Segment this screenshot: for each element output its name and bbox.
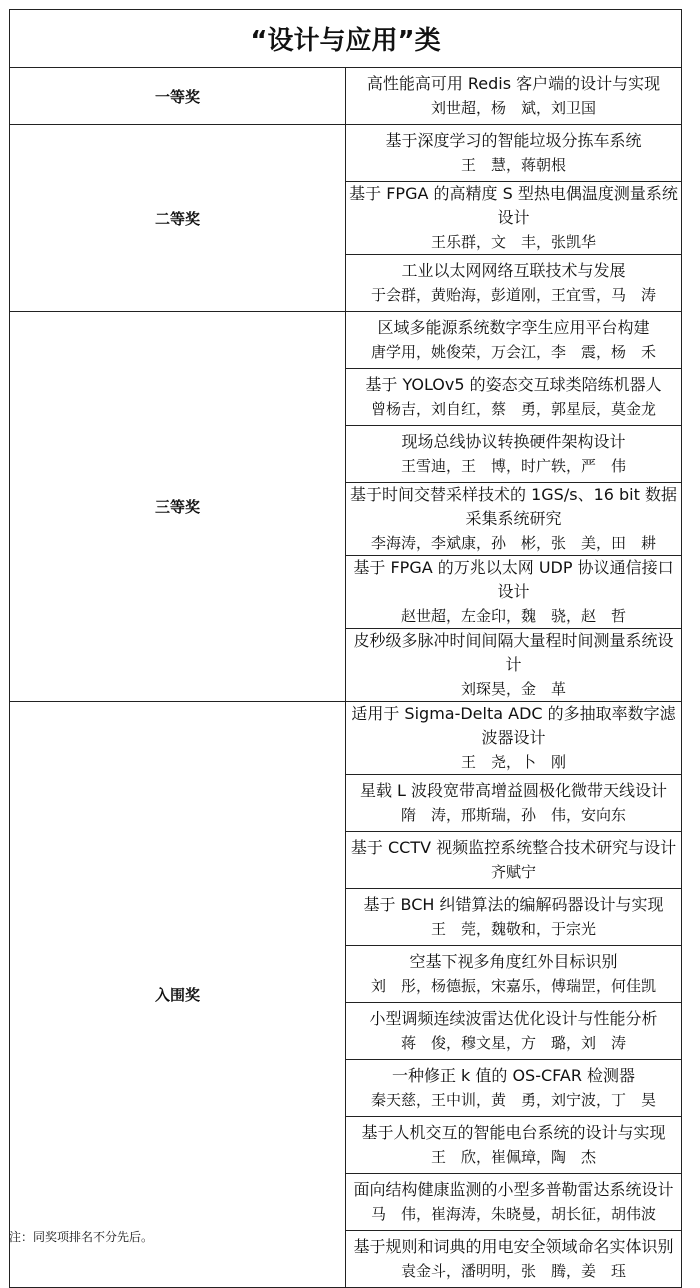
- project-title: 基于 BCH 纠错算法的编解码器设计与实现: [363, 895, 664, 914]
- award-level: 二等奖: [10, 125, 346, 312]
- project-cell: [346, 889, 682, 946]
- project-authors: 王乐群，文 丰，张凯华: [430, 233, 596, 251]
- project-cell: [346, 312, 682, 369]
- project-title: 基于 FPGA 的高精度 S 型热电偶温度测量系统设计: [349, 184, 678, 227]
- project-authors: 秦天慈，王中训，黄 勇，刘宁波，丁 昊: [370, 1091, 656, 1109]
- project-authors: 王 莞，魏敬和，于宗光: [430, 920, 596, 938]
- project-title: 现场总线协议转换硬件架构设计: [401, 432, 626, 451]
- project-authors: 李海涛，李斌康，孙 彬，张 美，田 耕: [370, 534, 656, 552]
- project-authors: 王雪迪，王 博，时广轶，严 伟: [400, 457, 626, 475]
- project-title: 面向结构健康监测的小型多普勒雷达系统设计: [353, 1180, 674, 1199]
- project-title: 基于 YOLOv5 的姿态交互球类陪练机器人: [365, 375, 662, 394]
- page-title: “设计与应用”类: [10, 10, 682, 68]
- project-cell: [346, 1117, 682, 1174]
- project-title: 基于时间交替采样技术的 1GS/s、16 bit 数据采集系统研究: [350, 485, 677, 528]
- project-title: 基于 CCTV 视频监控系统整合技术研究与设计: [350, 838, 677, 857]
- award-level: 入围奖: [10, 702, 346, 1288]
- project-title: 基于 FPGA 的万兆以太网 UDP 协议通信接口设计: [353, 558, 674, 601]
- project-cell: [346, 1003, 682, 1060]
- project-authors: 刘 彤，杨德振，宋嘉乐，傅瑞罡，何佳凯: [370, 977, 656, 995]
- project-authors: 刘世超，杨 斌，刘卫国: [430, 99, 596, 117]
- project-cell: [346, 483, 682, 556]
- project-authors: 刘琛昊，金 革: [460, 680, 566, 698]
- table-row: [10, 312, 682, 369]
- project-title: 基于深度学习的智能垃圾分拣车系统: [385, 131, 642, 150]
- project-authors: 王 慧，蒋朝根: [460, 156, 566, 174]
- project-cell: [346, 775, 682, 832]
- awards-table: [9, 9, 682, 1288]
- project-authors: 王 欣，崔佩璋，陶 杰: [430, 1148, 596, 1166]
- project-title: 适用于 Sigma-Delta ADC 的多抽取率数字滤波器设计: [351, 704, 676, 747]
- project-cell: [346, 369, 682, 426]
- project-cell: [346, 629, 682, 702]
- project-authors: 于会群，黄贻海，彭道刚，王宜雪，马 涛: [370, 286, 656, 304]
- project-authors: 隋 涛，邢斯瑞，孙 伟，安向东: [400, 806, 626, 824]
- table-row: [10, 702, 682, 775]
- project-title: 星载 L 波段宽带高增益圆极化微带天线设计: [359, 781, 668, 800]
- award-level: 一等奖: [10, 68, 346, 125]
- project-cell: [346, 832, 682, 889]
- project-title: 空基下视多角度红外目标识别: [409, 952, 618, 971]
- project-cell: [346, 1231, 682, 1288]
- project-cell: [346, 182, 682, 255]
- project-title: 小型调频连续波雷达优化设计与性能分析: [369, 1009, 658, 1028]
- project-cell: [346, 556, 682, 629]
- award-level: 三等奖: [10, 312, 346, 702]
- project-cell: [346, 946, 682, 1003]
- project-cell: [346, 125, 682, 182]
- project-authors: 马 伟，崔海涛，朱晓曼，胡长征，胡伟波: [370, 1205, 656, 1223]
- project-authors: 赵世超，左金印，魏 骁，赵 哲: [400, 607, 626, 625]
- title-row: [10, 10, 682, 68]
- project-cell: [346, 1060, 682, 1117]
- project-authors: 王 尧，卜 刚: [460, 753, 566, 771]
- project-cell: [346, 68, 682, 125]
- project-title: 基于规则和词典的用电安全领域命名实体识别: [353, 1237, 674, 1256]
- project-title: 基于人机交互的智能电台系统的设计与实现: [361, 1123, 666, 1142]
- project-authors: 蒋 俊，穆文星，方 璐，刘 涛: [400, 1034, 626, 1052]
- project-authors: 袁金斗，潘明明，张 腾，姜 珏: [400, 1262, 626, 1280]
- project-title: 一种修正 k 值的 OS-CFAR 检测器: [391, 1066, 636, 1085]
- project-authors: 唐学用，姚俊荣，万会江，李 震，杨 禾: [370, 343, 656, 361]
- project-cell: [346, 1174, 682, 1231]
- awards-table-container: [9, 9, 682, 1288]
- project-title: 工业以太网网络互联技术与发展: [401, 261, 626, 280]
- project-cell: [346, 702, 682, 775]
- project-cell: [346, 255, 682, 312]
- project-cell: [346, 426, 682, 483]
- project-authors: 曾杨吉，刘自红，蔡 勇，郭星辰，莫金龙: [370, 400, 656, 418]
- project-authors: 齐赋宁: [490, 863, 536, 881]
- project-title: 区域多能源系统数字孪生应用平台构建: [377, 318, 650, 337]
- footnote: 注：同奖项排名不分先后。: [9, 1230, 154, 1244]
- table-row: [10, 125, 682, 182]
- awards-table-body: [10, 10, 682, 1288]
- table-row: [10, 68, 682, 125]
- project-title: 皮秒级多脉冲时间间隔大量程时间测量系统设计: [353, 631, 674, 674]
- project-title: 高性能高可用 Redis 客户端的设计与实现: [366, 74, 661, 93]
